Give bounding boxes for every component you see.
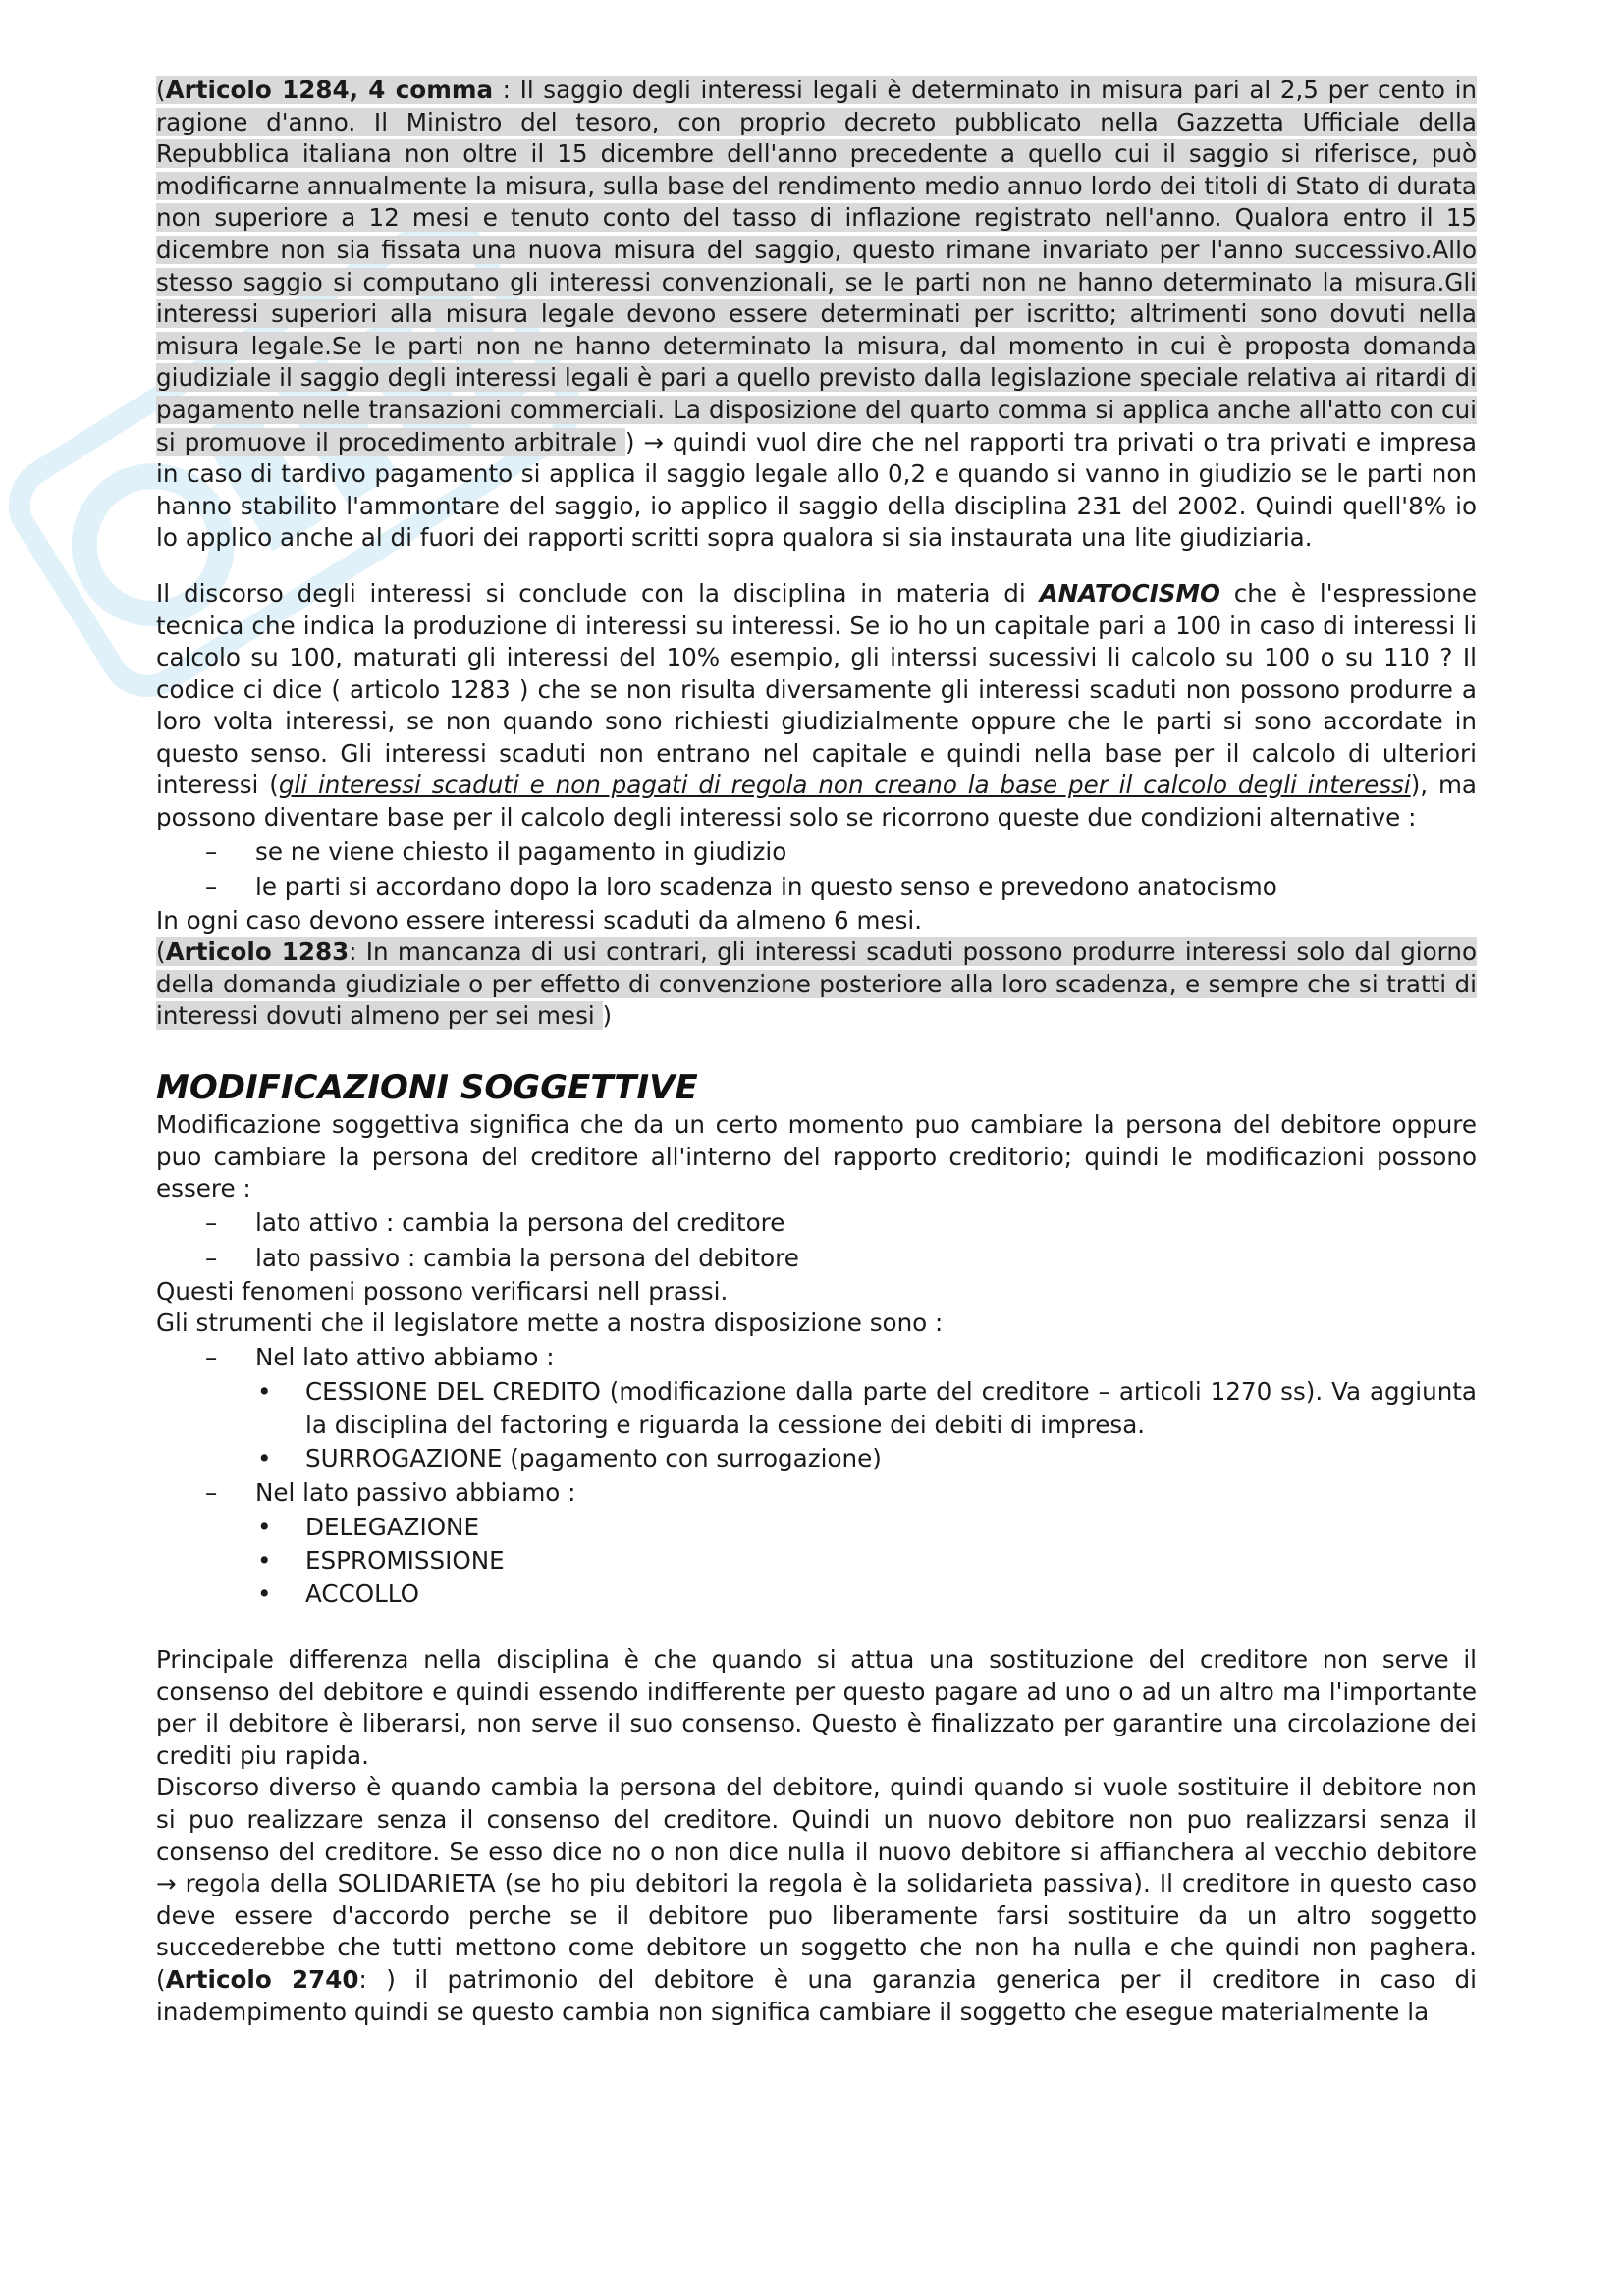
document-body	[156, 75, 1477, 2028]
anatocismo-term: ANATOCISMO	[1039, 578, 1220, 608]
list-item: – lato passivo : cambia la persona del debitore	[156, 1241, 1477, 1276]
list-item: • DELEGAZIONE	[156, 1511, 1477, 1544]
list-item: – lato attivo : cambia la persona del creditore	[156, 1205, 1477, 1241]
passive-tools-list	[156, 1511, 1477, 1611]
list-item: • ACCOLLO	[156, 1577, 1477, 1611]
active-tools-list	[156, 1375, 1477, 1475]
paragraph-difference: Principale differenza nella disciplina è che quando si attua una sostituzione del creditore non serve il consenso del debitore e quindi essendo indifferente per questo pagare ad uno o ad un altro ma l'importante per il debitore è liberarsi, non serve il suo consenso. Questo è finalizzato per garantire una circolazione dei crediti piu rapida.	[156, 1645, 1477, 1770]
paragraph-article-1284: (Articolo 1284, 4 comma : Il saggio degli interessi legali è determinato in misura pari al 2,5 per cento in ragione d'anno. Il Ministro del tesoro, con proprio decreto pubblicato nella Gazzetta Ufficiale della Repubblica italiana non oltre il 15 dicembre dell'anno precedente a quello cui il saggio si riferisce, può modificarne annualmente la misura, sulla base del rendimento medio annuo lordo dei titoli di Stato di durata non superiore a 12 mesi e tenuto conto del tasso di inflazione registrato nell'anno. Qualora entro il 15 dicembre non sia fissata una nuova misura del saggio, questo rimane invariato per l'anno successivo.Allo stesso saggio si computano gli interessi convenzionali, se le parti non ne hanno determinato la misura.Gli interessi superiori alla misura legale devono essere determinati per iscritto; altrimenti sono dovuti nella misura legale.Se le parti non ne hanno determinato la misura, dal momento in cui è proposta domanda giudiziale il saggio degli interessi legali è pari a quello previsto dalla legislazione speciale relativa ai ritardi di pagamento nelle transazioni commerciali. La disposizione del quarto comma si applica anche all'atto con cui si promuove il procedimento arbitrale ) → quindi vuol dire che nel rapporti tra privati o tra privati e impresa in caso di tardivo pagamento si applica il saggio legale allo 0,2 e quando si vanno in giudizio se le parti non hanno stabilito l'ammontare del saggio, io applico il saggio della disciplina 231 del 2002. Quindi quell'8% io lo applico anche al di fuori dei rapporti scritti sopra qualora si sia instaurata una lite giudiziaria.	[156, 76, 1477, 553]
list-item: • CESSIONE DEL CREDITO (modificazione dalla parte del creditore – articoli 1270 ss). Va aggiunta la disciplina del factoring e riguarda la cessione dei debiti di impresa.	[156, 1375, 1477, 1442]
passive-side-item: – Nel lato passivo abbiamo : • DELEGAZIONE • ESPROMISSIONE • ACCOLLO	[156, 1475, 1477, 1611]
list-item: – le parti si accordano dopo la loro scadenza in questo senso e prevedono anatocismo	[156, 870, 1477, 905]
underlined-rule: gli interessi scaduti e non pagati di regola non creano la base per il calcolo degli interessi	[278, 771, 1411, 800]
list-item: • SURROGAZIONE (pagamento con surrogazione)	[156, 1442, 1477, 1475]
active-side-item: – Nel lato attivo abbiamo : • CESSIONE DEL CREDITO (modificazione dalla parte del creditore – articoli 1270 ss). Va aggiunta la disciplina del factoring e riguarda la cessione dei debiti di impresa. • SURROGAZIONE (pagamento con surrogazione)	[156, 1340, 1477, 1475]
list-item: • ESPROMISSIONE	[156, 1544, 1477, 1577]
prassi-line: Questi fenomeni possono verificarsi nell prassi.	[156, 1276, 729, 1306]
tools-list	[156, 1340, 1477, 1611]
six-months-note: In ogni caso devono essere interessi scaduti da almeno 6 mesi.	[156, 905, 923, 934]
article-1284-ref: Articolo 1284, 4 comma	[165, 76, 494, 104]
paragraph-article-1283: (Articolo 1283: In mancanza di usi contrari, gli interessi scaduti possono produrre interessi solo dal giorno della domanda giudiziale o per effetto di convenzione posteriore alla loro scadenza, e sempre che si tratti di interessi dovuti almeno per sei mesi )	[156, 937, 1477, 1031]
paragraph-anatocismo: Il discorso degli interessi si conclude con la disciplina in materia di ANATOCISMO che è l'espressione tecnica che indica la produzione di interessi su interessi. Se io ho un capitale pari a 100 in caso di interessi li calcolo su 100, maturati gli interessi del 10% esempio, gli interssi sucessivi li calcolo su 100 o su 110 ? Il codice ci dice ( articolo 1283 ) che se non risulta diversamente gli interessi scaduti non possono produrre a loro volta interessi, se non quando sono richiesti giudizialmente oppure che le parti si sono accordate in questo senso. Gli interessi scaduti non entrano nel capitale e quindi nella base per il calcolo di ulteriori interessi (gli interessi scaduti e non pagati di regola non creano la base per il calcolo degli interessi), ma possono diventare base per il calcolo degli interessi solo se ricorrono queste due condizioni alternative :	[156, 578, 1477, 832]
intro-paragraph: Modificazione soggettiva significa che da un certo momento puo cambiare la persona del debitore oppure puo cambiare la persona del creditore all'interno del rapporto creditorio; quindi le modificazioni possono essere :	[156, 1110, 1477, 1203]
article-2740-ref: Articolo 2740	[165, 1964, 359, 1994]
list-item: – se ne viene chiesto il pagamento in giudizio	[156, 834, 1477, 870]
conditions-list	[156, 834, 1477, 905]
tools-intro: Gli strumenti che il legislatore mette a nostra disposizione sono :	[156, 1308, 944, 1338]
sides-list	[156, 1205, 1477, 1276]
paragraph-debitor-change: Discorso diverso è quando cambia la persona del debitore, quindi quando si vuole sostituire il debitore non si puo realizzare senza il consenso del creditore. Quindi un nuovo debitore non puo realizzarsi senza il consenso del creditore. Se esso dice no o non dice nulla il nuovo debitore si affianchera al vecchio debitore → regola della SOLIDARIETA (se ho piu debitori la regola è la solidarieta passiva). Il creditore in questo caso deve essere d'accordo perche se il debitore puo liberamente farsi sostituire da un altro soggetto succederebbe che tutti mettono come debitore un soggetto che non ha nulla e che quindi non paghera. (Articolo 2740: ) il patrimonio del debitore è una garanzia generica per il creditore in caso di inadempimento quindi se questo cambia non significa cambiare il soggetto che esegue materialmente la	[156, 1773, 1477, 2026]
section-heading: MODIFICAZIONI SOGGETTIVE	[156, 1068, 698, 1108]
article-1283-ref: Articolo 1283	[165, 937, 350, 967]
